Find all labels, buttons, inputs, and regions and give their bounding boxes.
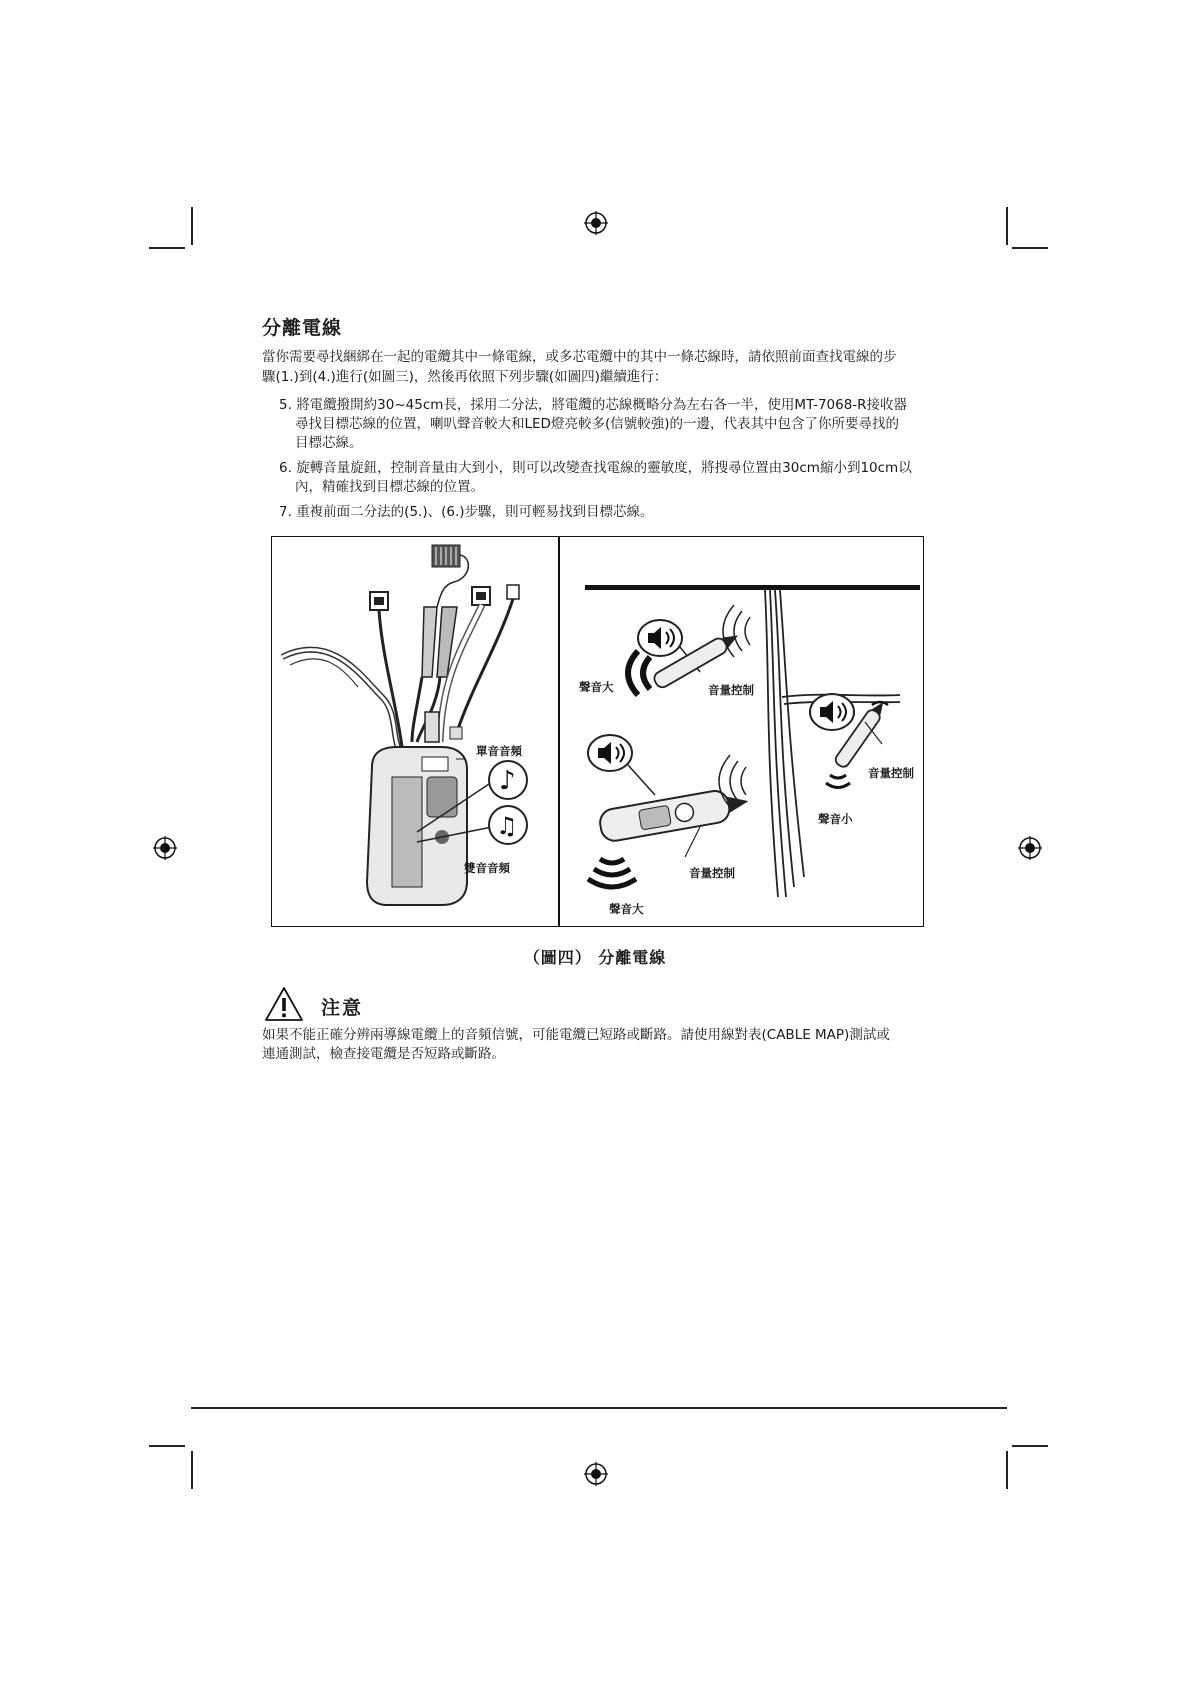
step-5 (279, 396, 950, 453)
registration-mark-icon (1018, 836, 1042, 860)
crop-mark-bottom-right-v (1006, 1451, 1008, 1489)
step-number: 7. (279, 504, 292, 520)
svg-text:♪: ♪ (499, 766, 516, 796)
label-loud-top: 聲音大 (579, 680, 614, 694)
registration-mark-icon (584, 211, 608, 235)
label-quiet: 聲音小 (818, 812, 853, 826)
tone-generator-illustration (272, 537, 558, 926)
crop-mark-bottom-right-h (1012, 1445, 1048, 1447)
step-number: 6. (279, 460, 292, 476)
cable-probe-illustration (560, 537, 924, 926)
footer-rule (191, 1407, 1007, 1409)
label-volume-right: 音量控制 (868, 766, 914, 780)
step-6 (279, 459, 950, 497)
warning-line-2: 連通測試，檢查接電纜是否短路或斷路。 (262, 1046, 505, 1062)
crop-mark-top-left-h (149, 247, 185, 249)
step-text: 旋轉音量旋鈕，控制音量由大到小，則可以改變查找電線的靈敏度，將搜尋位置由30cm縮小到10cm以 (296, 460, 912, 476)
registration-mark-icon (153, 836, 177, 860)
section-title: 分離電線 (262, 317, 343, 339)
crop-mark-top-left-v (191, 207, 193, 245)
warning-line-1: 如果不能正確分辨兩導線電纜上的音頻信號，可能電纜已短路或斷路。請使用線對表(CABLE MAP)測試或 (262, 1027, 890, 1043)
svg-text:♫: ♫ (496, 812, 518, 840)
step-text: 將電纜撥開約30~45cm長，採用二分法，將電纜的芯線概略分為左右各一半，使用MT-7068-R接收器 (296, 397, 908, 413)
step-text: 重複前面二分法的(5.)、(6.)步驟，則可輕易找到目標芯線。 (296, 504, 654, 520)
step-number: 5. (279, 397, 292, 413)
label-dual-tone: 雙音音頻 (464, 861, 510, 875)
crop-mark-bottom-left-v (191, 1451, 193, 1489)
registration-mark-icon (584, 1462, 608, 1486)
crop-mark-bottom-left-h (149, 1445, 185, 1447)
step-text: 尋找目標芯線的位置，喇叭聲音較大和LED燈亮較多(信號較強)的一邊，代表其中包含了你所要尋找的 (295, 416, 899, 432)
crop-mark-top-right-h (1012, 247, 1048, 249)
intro-line-2: 驟(1.)到(4.)進行(如圖三)，然後再依照下列步驟(如圖四)繼續進行： (262, 369, 668, 385)
intro-line-1: 當你需要尋找綑綁在一起的電纜其中一條電線，或多芯電纜中的其中一條芯線時，請依照前面查找電線的步 (262, 349, 897, 365)
figure-caption: （圖四） 分離電線 (523, 948, 667, 967)
warning-triangle-icon (264, 986, 304, 1022)
step-text: 目標芯線。 (295, 435, 363, 451)
label-single-tone: 單音音頻 (476, 744, 522, 758)
step-text: 內，精確找到目標芯線的位置。 (295, 479, 484, 495)
label-loud-bottom: 聲音大 (609, 902, 644, 916)
crop-mark-top-right-v (1006, 207, 1008, 245)
label-volume-bottom: 音量控制 (689, 866, 735, 880)
step-7 (279, 503, 950, 522)
label-volume-top: 音量控制 (708, 683, 754, 697)
figure-four (271, 536, 924, 927)
warning-title: 注意 (321, 997, 364, 1019)
